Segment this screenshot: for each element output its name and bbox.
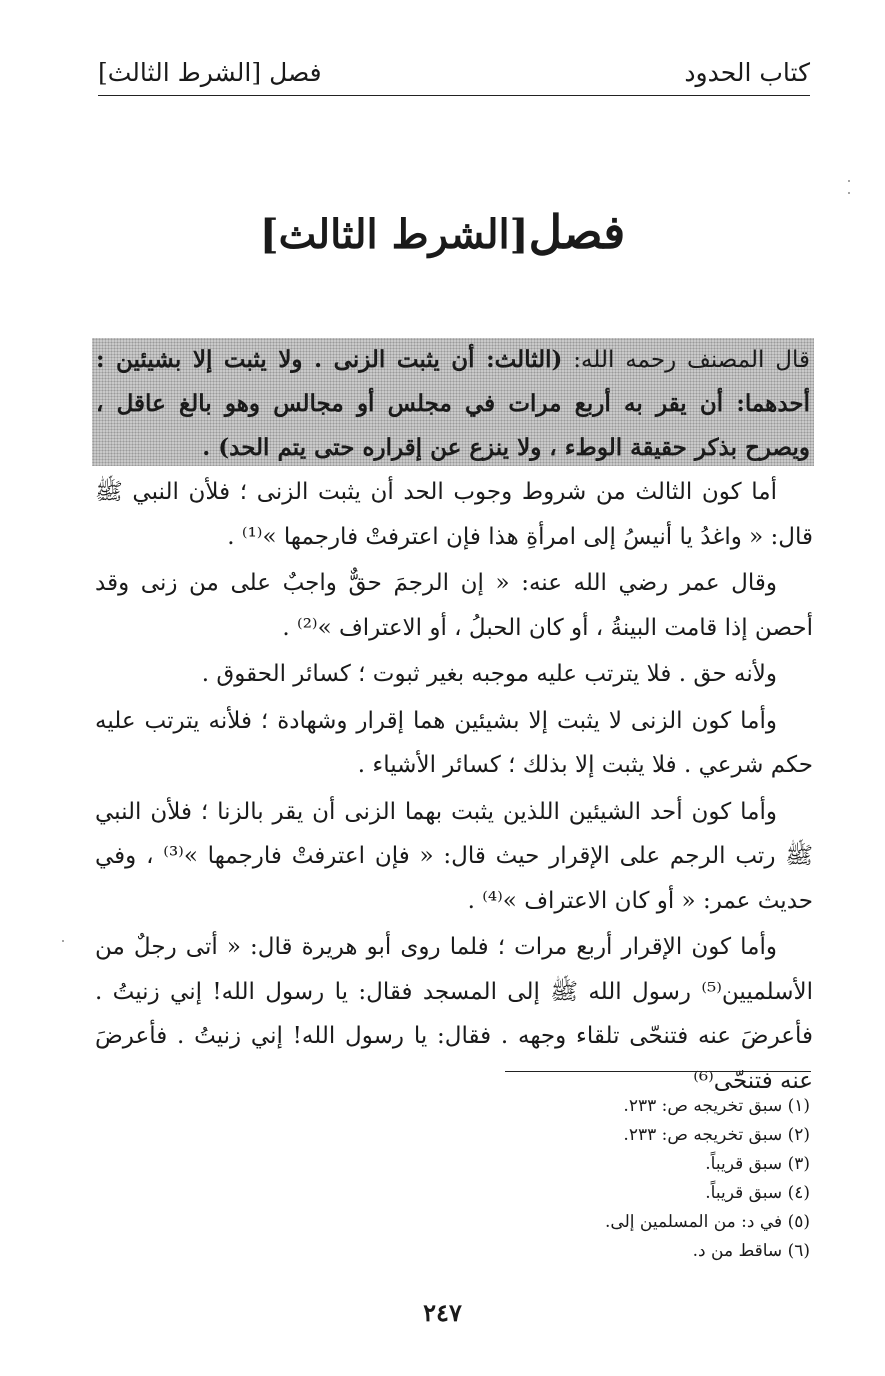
matn-intro: قال المصنف رحمه الله: bbox=[562, 347, 810, 373]
chapter-title: فصل [الشرط الثالث] bbox=[98, 58, 322, 87]
book-title: كتاب الحدود bbox=[684, 58, 810, 87]
paragraph: أما كون الثالث من شروط وجوب الحد أن يثبت الزنى ؛ فلأن النبي ﷺ قال: « واغدُ يا أنيسُ إلى امرأةِ هذا فإن اعترفتْ فارجمها »⁽¹⁾ . bbox=[95, 479, 813, 550]
paragraph: وقال عمر رضي الله عنه: « إن الرجمَ حقٌّ واجبٌ على من زنى وقد أحصن إذا قامت البينةُ ، أو كان الحبلُ ، أو الاعتراف »⁽²⁾ . bbox=[95, 570, 813, 641]
paragraph: وأما كون أحد الشيئين اللذين يثبت بهما الزنى أن يقر بالزنا ؛ فلأن النبي ﷺ رتب الرجم على الإقرار حيث قال: « فإن اعترفتْ فارجمها »⁽³⁾ ، وفي حديث عمر: « أو كان الاعتراف »⁽⁴⁾ . bbox=[95, 798, 814, 914]
matn-text: (الثالث: أن يثبت الزنى . ولا يثبت إلا بشيئين : أحدهما: أن يقر به أربع مرات في مجلس أو مجالس وهو بالغ عاقل ، ويصرح بذكر حقيقة الوطء ، ولا ينزع عن إقراره حتى يتم الحد) . bbox=[96, 346, 810, 461]
paragraph: وأما كون الزنى لا يثبت إلا بشيئين هما إقرار وشهادة ؛ فلأنه يترتب عليه حكم شرعي . فلا يثبت إلا بذلك ؛ كسائر الأشياء . bbox=[95, 707, 813, 778]
footnote: (١) سبق تخريجه ص: ٢٣٣. bbox=[623, 1096, 810, 1116]
matn-box bbox=[92, 338, 814, 466]
page-number: ٢٤٧ bbox=[423, 1298, 462, 1327]
section-title bbox=[0, 205, 885, 259]
footnote: (٦) ساقط من د. bbox=[692, 1241, 810, 1261]
scan-speck bbox=[848, 192, 850, 194]
section-title-main: فصل bbox=[528, 205, 626, 259]
scan-speck bbox=[848, 180, 850, 182]
footnotes bbox=[420, 1092, 810, 1266]
footnote: (٤) سبق قريباً. bbox=[705, 1183, 810, 1203]
paragraph: وأما كون الإقرار أربع مرات ؛ فلما روى أبو هريرة قال: « أتى رجلٌ من الأسلميين⁽⁵⁾ رسول الله ﷺ إلى المسجد فقال: يا رسول الله! إني زنيتُ . فأعرضَ عنه فتنحّى تلقاء وجهه . فقال: يا رسول الله! إني زنيتُ . فأعرضَ عنه فتنحّى⁽⁶⁾ bbox=[95, 934, 813, 1094]
footnote-divider bbox=[505, 1071, 811, 1072]
paragraph: ولأنه حق . فلا يترتب عليه موجبه بغير ثبوت ؛ كسائر الحقوق . bbox=[201, 661, 777, 687]
section-title-sub: [الشرط الثالث] bbox=[259, 211, 529, 258]
footnote: (٢) سبق تخريجه ص: ٢٣٣. bbox=[623, 1125, 810, 1145]
footnote: (٣) سبق قريباً. bbox=[705, 1154, 810, 1174]
commentary-body bbox=[95, 470, 813, 1103]
footnote: (٥) في د: من المسلمين إلى. bbox=[605, 1212, 810, 1232]
running-header bbox=[98, 52, 810, 96]
scan-speck bbox=[62, 940, 64, 942]
header-rule bbox=[98, 95, 810, 96]
